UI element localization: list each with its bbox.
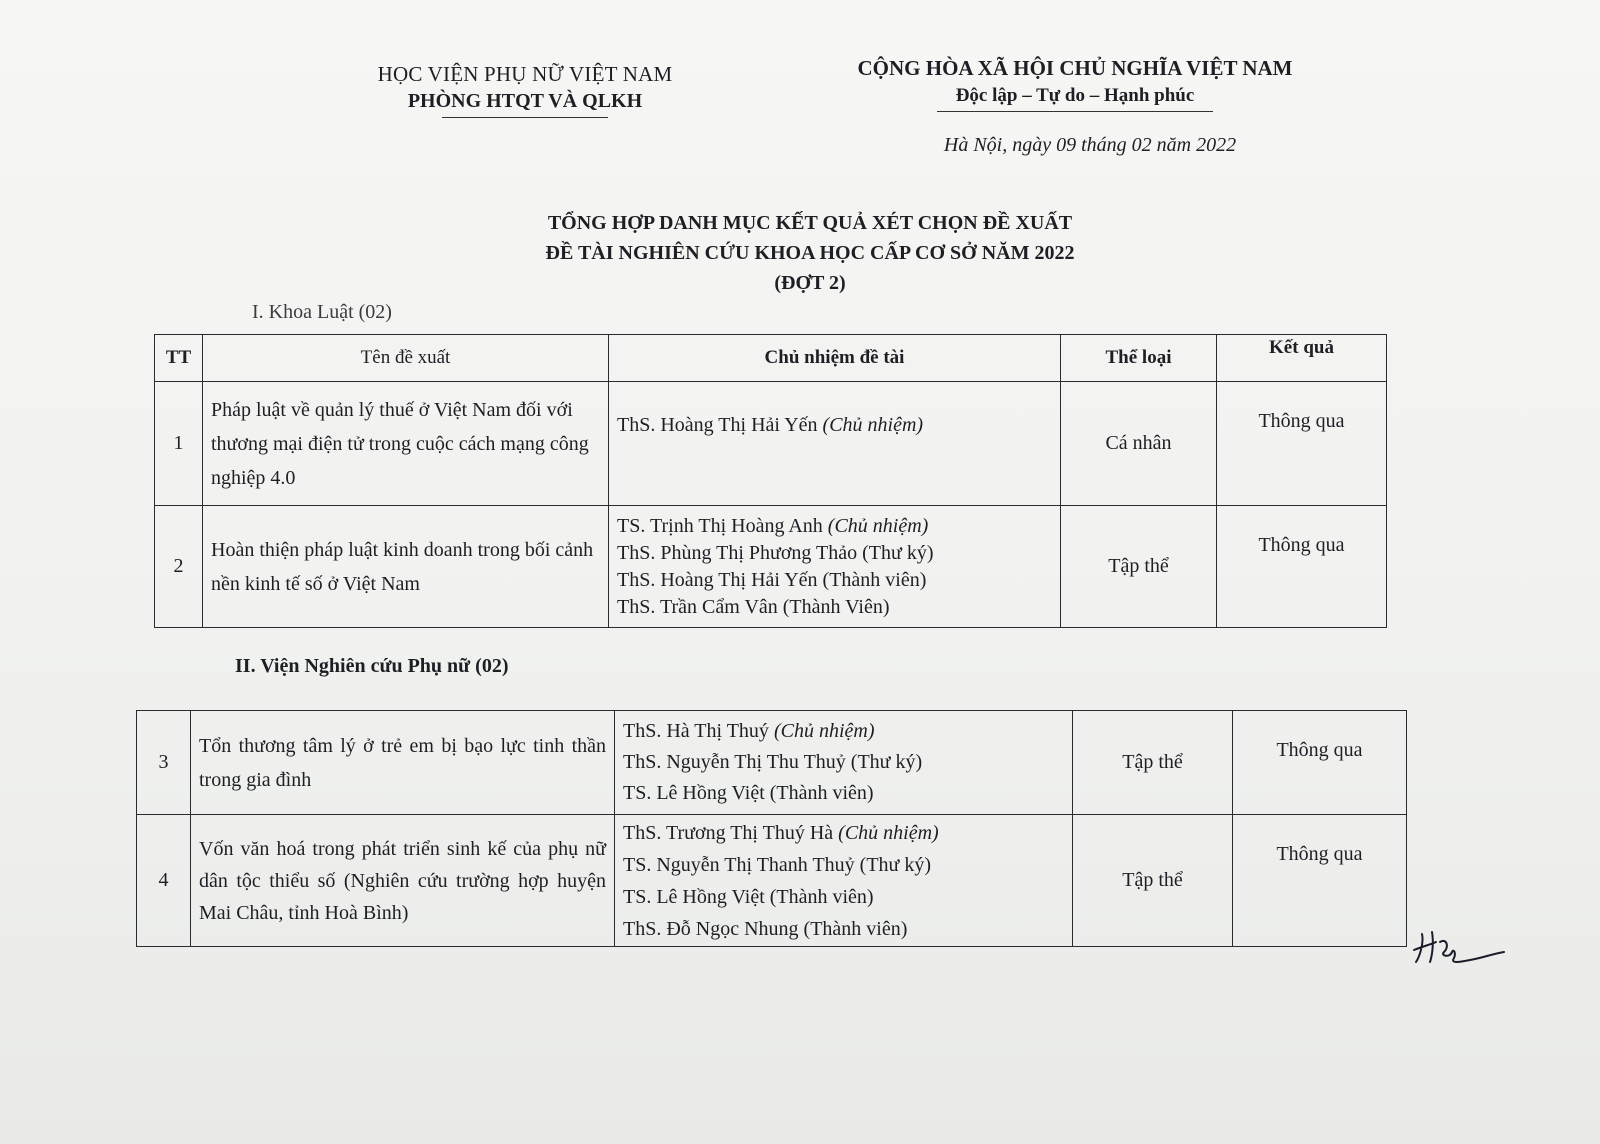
member-name: ThS. Hoàng Thị Hải Yến (Thành viên) — [617, 568, 927, 591]
proposal-title: Vốn văn hoá trong phát triển sinh kế của phụ nữ dân tộc thiểu số (Nghiên cứu trường hợp huyện Mai Châu, tỉnh Hoà Bình) — [191, 815, 615, 947]
department-name: PHÒNG HTQT VÀ QLKH — [407, 90, 643, 112]
row-number: 3 — [137, 711, 191, 815]
member-name: ThS. Hà Thị Thuý — [623, 720, 774, 742]
result-status: Thông qua — [1217, 506, 1387, 628]
table-header-row — [155, 335, 1387, 382]
national-motto: Độc lập – Tự do – Hạnh phúc — [955, 85, 1195, 106]
col-header-type: Thể loại — [1061, 335, 1217, 382]
row-number: 2 — [155, 506, 203, 628]
member-name: ThS. Nguyễn Thị Thu Thuỷ (Thư ký) — [623, 751, 923, 773]
member-name: TS. Nguyễn Thị Thanh Thuỷ (Thư ký) — [623, 853, 932, 876]
results-table-2 — [136, 710, 1407, 947]
member-role: (Chủ nhiệm) — [838, 821, 939, 844]
row-number: 1 — [155, 382, 203, 506]
proposal-title: Tổn thương tâm lý ở trẻ em bị bạo lực tinh thần trong gia đình — [191, 711, 615, 815]
header-left-divider — [442, 117, 608, 118]
project-leads — [609, 506, 1061, 628]
national-title: CỘNG HÒA XÃ HỘI CHỦ NGHĨA VIỆT NAM — [857, 56, 1293, 80]
project-type: Cá nhân — [1061, 382, 1217, 506]
results-table-1 — [154, 334, 1387, 628]
proposal-title: Pháp luật về quản lý thuế ở Việt Nam đối với thương mại điện tử trong cuộc cách mạng công nghiệp 4.0 — [203, 382, 609, 506]
member-role: (Chủ nhiệm) — [827, 514, 929, 537]
document-title — [400, 208, 1220, 298]
project-leads — [609, 382, 1061, 506]
title-line-1: TỔNG HỢP DANH MỤC KẾT QUẢ XÉT CHỌN ĐỀ XUẤT — [547, 212, 1073, 234]
table-row — [155, 506, 1387, 628]
section-heading-2: II. Viện Nghiên cứu Phụ nữ (02) — [235, 655, 509, 677]
project-type: Tập thể — [1073, 815, 1233, 947]
project-leads — [615, 815, 1073, 947]
result-status: Thông qua — [1217, 382, 1387, 506]
member-name: TS. Lê Hồng Việt (Thành viên) — [623, 782, 874, 804]
institution-name: HỌC VIỆN PHỤ NỮ VIỆT NAM — [377, 62, 673, 86]
member-name: ThS. Đỗ Ngọc Nhung (Thành viên) — [623, 917, 908, 940]
member-role: (Chủ nhiệm) — [773, 720, 875, 742]
table-row — [137, 711, 1407, 815]
col-header-name: Tên đề xuất — [203, 335, 609, 382]
col-header-result: Kết quả — [1217, 335, 1387, 382]
section-heading-1: I. Khoa Luật (02) — [252, 301, 392, 323]
title-line-3: (ĐỢT 2) — [774, 272, 846, 294]
header-right-divider — [937, 111, 1213, 112]
member-name: ThS. Hoàng Thị Hải Yến — [617, 414, 823, 436]
header-left — [330, 62, 720, 118]
row-number: 4 — [137, 815, 191, 947]
document-date: Hà Nội, ngày 09 tháng 02 năm 2022 — [943, 134, 1237, 156]
col-header-lead: Chủ nhiệm đề tài — [609, 335, 1061, 382]
col-header-tt: TT — [155, 335, 203, 382]
member-name: ThS. Phùng Thị Phương Thảo (Thư ký) — [617, 541, 934, 564]
member-name: ThS. Trương Thị Thuý Hà — [623, 821, 839, 844]
result-status: Thông qua — [1233, 815, 1407, 947]
project-leads — [615, 711, 1073, 815]
table-row — [155, 382, 1387, 506]
signature-icon — [1410, 912, 1510, 972]
member-name: TS. Lê Hồng Việt (Thành viên) — [623, 885, 874, 908]
header-right — [840, 56, 1310, 112]
proposal-title: Hoàn thiện pháp luật kinh doanh trong bối cảnh nền kinh tế số ở Việt Nam — [203, 506, 609, 628]
table-row — [137, 815, 1407, 947]
title-line-2: ĐỀ TÀI NGHIÊN CỨU KHOA HỌC CẤP CƠ SỞ NĂM 2022 — [545, 242, 1075, 264]
result-status: Thông qua — [1233, 711, 1407, 815]
member-role: (Chủ nhiệm) — [822, 414, 924, 436]
project-type: Tập thể — [1073, 711, 1233, 815]
member-name: ThS. Trần Cẩm Vân (Thành Viên) — [617, 595, 890, 618]
member-name: TS. Trịnh Thị Hoàng Anh — [617, 514, 828, 537]
project-type: Tập thể — [1061, 506, 1217, 628]
